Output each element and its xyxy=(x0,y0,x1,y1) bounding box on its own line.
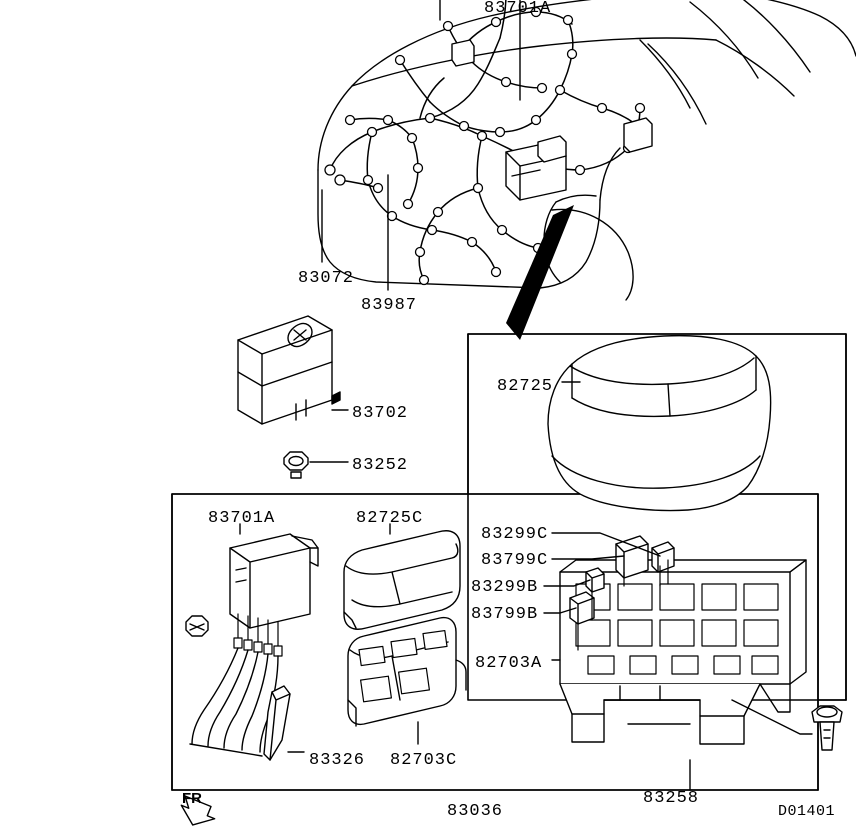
part-83799b-relay xyxy=(570,592,594,624)
label-83701a: 83701A xyxy=(208,509,276,528)
label-83701a-top: 83701A xyxy=(484,0,552,18)
label-82703c: 82703C xyxy=(390,751,458,770)
label-83299b: 83299B xyxy=(471,578,539,597)
part-83258-bolt xyxy=(812,706,842,750)
harness-relay-box-2 xyxy=(452,40,474,66)
label-83252: 83252 xyxy=(352,456,409,475)
label-83299c: 83299C xyxy=(481,525,549,544)
label-82725: 82725 xyxy=(497,377,554,396)
label-83987: 83987 xyxy=(361,296,418,315)
part-82725c-cover xyxy=(344,531,460,629)
vehicle-body-outline xyxy=(318,0,856,300)
part-83701a-nut xyxy=(186,616,208,636)
label-83799b: 83799B xyxy=(471,605,539,624)
label-83799c: 83799C xyxy=(481,551,549,570)
part-83701a-connector xyxy=(190,534,318,756)
label-83036: 83036 xyxy=(447,802,504,821)
part-83252-grommet xyxy=(284,452,308,478)
part-82703c-fuse-block xyxy=(348,618,466,726)
callout-arrow xyxy=(506,205,574,340)
part-82725-cover xyxy=(548,336,771,511)
label-83702: 83702 xyxy=(352,404,409,423)
part-83299c-relay xyxy=(652,542,674,572)
harness-relay-box-3 xyxy=(624,118,652,152)
label-83326: 83326 xyxy=(309,751,366,770)
label-82703a: 82703A xyxy=(475,654,543,673)
part-83326-clip xyxy=(264,686,290,760)
drawing-code: D01401 xyxy=(778,803,836,820)
harness-connectors xyxy=(325,8,645,285)
label-82725c: 82725C xyxy=(356,509,424,528)
orientation-marker-fr: FR xyxy=(182,790,202,807)
part-83702-cover xyxy=(238,316,340,424)
label-83072: 83072 xyxy=(298,269,355,288)
label-83258: 83258 xyxy=(643,789,700,808)
